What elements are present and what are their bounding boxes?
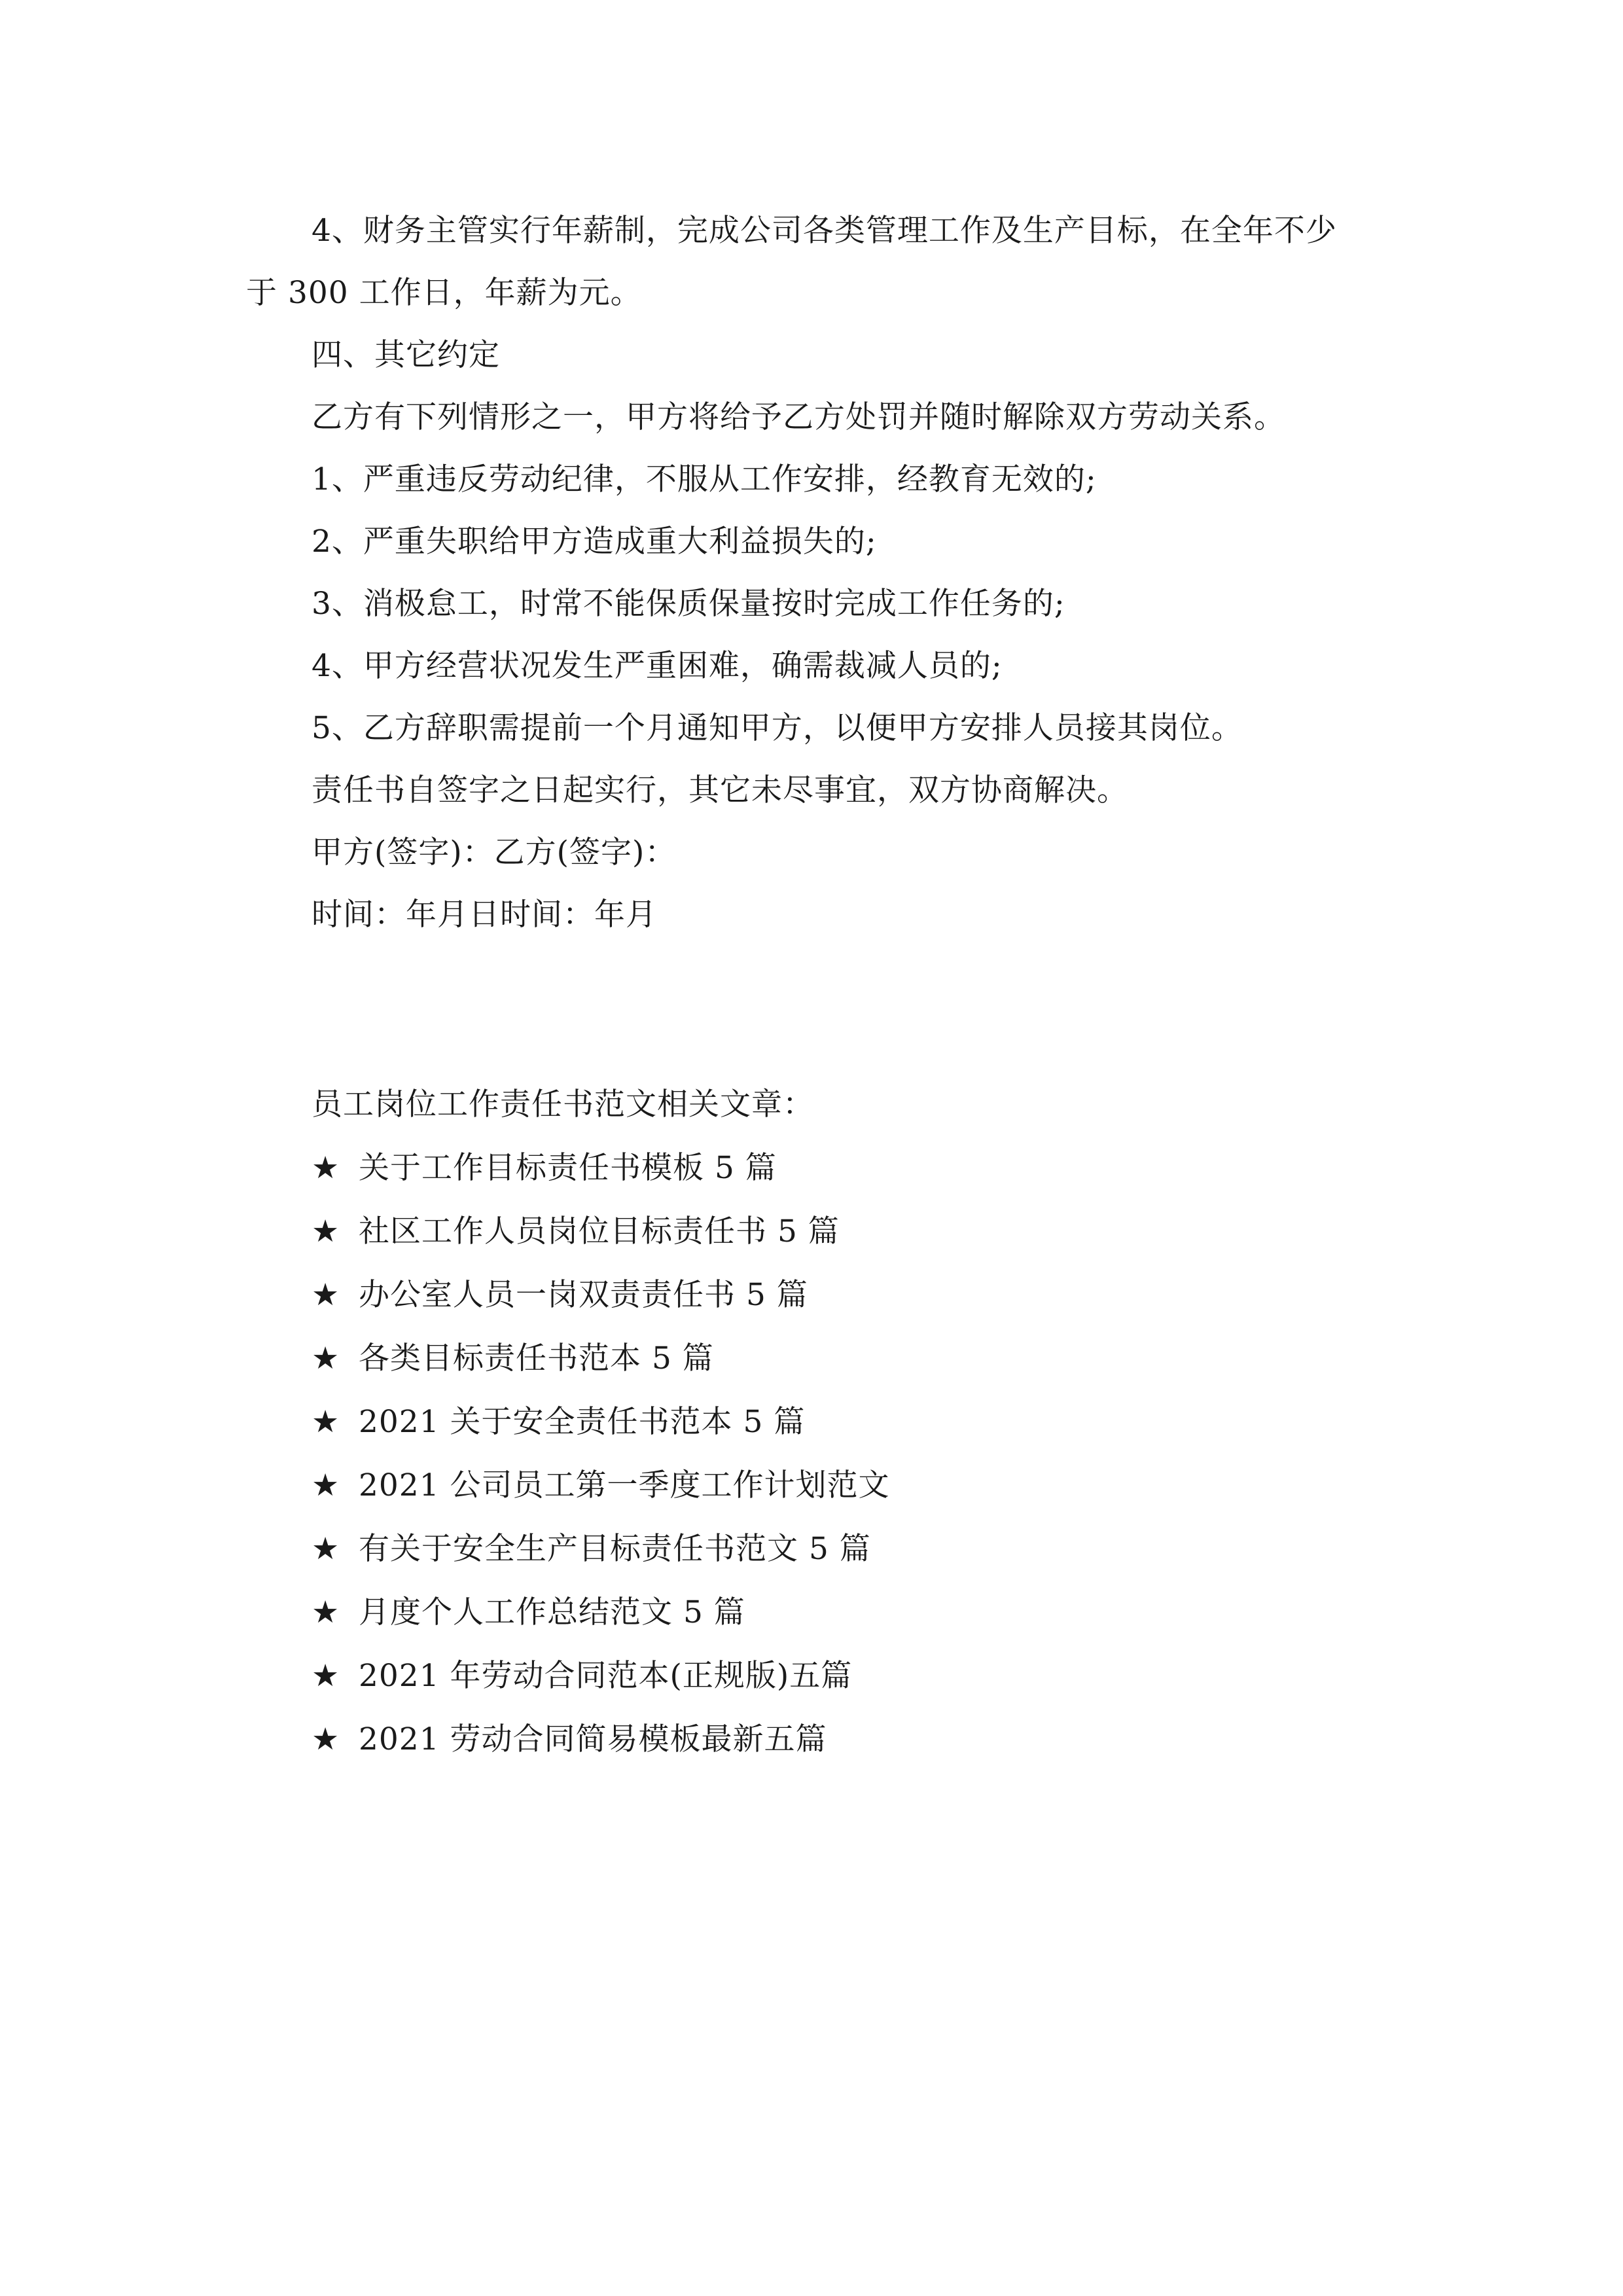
star-icon: ★ xyxy=(312,1340,340,1376)
related-link[interactable] xyxy=(312,1466,890,1505)
related-link-label: 2021 劳动合同简易模板最新五篇 xyxy=(359,1721,827,1757)
related-link[interactable] xyxy=(312,1339,714,1378)
star-icon: ★ xyxy=(312,1277,340,1313)
signature-line: 甲方(签字)：乙方(签字)： xyxy=(312,834,677,870)
related-link-label: 2021 年劳动合同范本(正规版)五篇 xyxy=(359,1658,853,1694)
star-icon: ★ xyxy=(312,1531,340,1567)
related-link[interactable] xyxy=(312,1149,777,1188)
paragraph-4-line-1: 4、财务主管实行年薪制，完成公司各类管理工作及生产目标，在全年不少 xyxy=(312,213,1337,249)
star-icon: ★ xyxy=(312,1213,340,1249)
related-link-label: 各类目标责任书范本 5 篇 xyxy=(359,1340,714,1376)
related-link[interactable] xyxy=(312,1403,805,1442)
related-link-label: 社区工作人员岗位目标责任书 5 篇 xyxy=(359,1213,840,1249)
related-link-label: 关于工作目标责任书模板 5 篇 xyxy=(359,1150,777,1186)
paragraph-4-line-2: 于 300 工作日，年薪为元。 xyxy=(246,275,642,311)
list-item: 3、消极怠工，时常不能保质保量按时完成工作任务的; xyxy=(312,586,1065,622)
related-link[interactable] xyxy=(312,1720,827,1759)
list-item: 4、甲方经营状况发生严重困难，确需裁减人员的; xyxy=(312,648,1003,684)
related-link-label: 有关于安全生产目标责任书范文 5 篇 xyxy=(359,1531,871,1567)
list-item: 2、严重失职给甲方造成重大利益损失的; xyxy=(312,524,877,560)
star-icon: ★ xyxy=(312,1467,340,1503)
related-link[interactable] xyxy=(312,1593,745,1632)
related-articles-heading: 员工岗位工作责任书范文相关文章： xyxy=(312,1086,814,1122)
related-link[interactable] xyxy=(312,1657,852,1696)
star-icon: ★ xyxy=(312,1721,340,1757)
related-link[interactable] xyxy=(312,1212,840,1251)
list-item: 1、严重违反劳动纪律，不服从工作安排，经教育无效的; xyxy=(312,461,1097,497)
section-heading-other: 四、其它约定 xyxy=(312,337,500,373)
list-item: 5、乙方辞职需提前一个月通知甲方，以便甲方安排人员接其岗位。 xyxy=(312,710,1243,746)
related-link-label: 办公室人员一岗双责责任书 5 篇 xyxy=(359,1277,808,1313)
related-link-label: 2021 公司员工第一季度工作计划范文 xyxy=(359,1467,890,1503)
related-link-label: 月度个人工作总结范文 5 篇 xyxy=(359,1594,745,1630)
star-icon: ★ xyxy=(312,1594,340,1630)
intro-paragraph: 乙方有下列情形之一，甲方将给予乙方处罚并随时解除双方劳动关系。 xyxy=(312,399,1285,435)
related-link[interactable] xyxy=(312,1276,808,1315)
date-line: 时间：年月日时间：年月 xyxy=(312,897,657,933)
star-icon: ★ xyxy=(312,1404,340,1440)
related-link-label: 2021 关于安全责任书范本 5 篇 xyxy=(359,1404,806,1440)
related-link[interactable] xyxy=(312,1530,871,1569)
closing-paragraph: 责任书自签字之日起实行，其它未尽事宜，双方协商解决。 xyxy=(312,772,1128,808)
star-icon: ★ xyxy=(312,1658,340,1694)
star-icon: ★ xyxy=(312,1150,340,1186)
